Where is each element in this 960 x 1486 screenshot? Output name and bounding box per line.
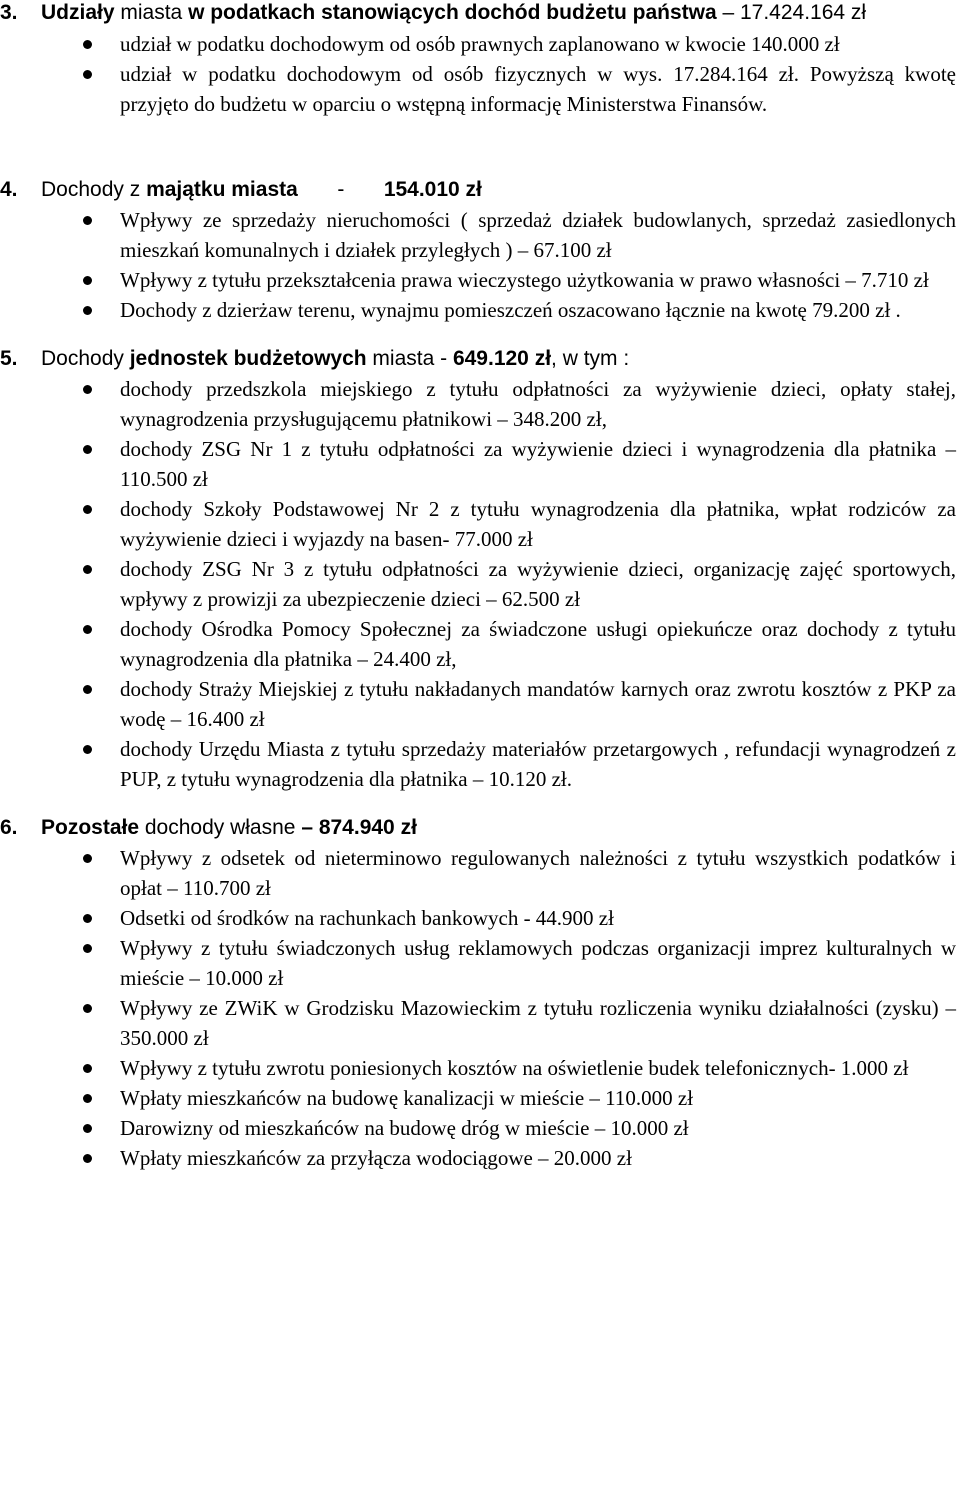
section-6-list [41, 843, 956, 1173]
section-number: 6. [0, 816, 18, 839]
list-item-text: dochody ZSG Nr 3 z tytułu odpłatności za wyżywienie dzieci, organizację zajęć sportowych, wpływy z prowizji za ubezpieczenie dzieci – 62.500 zł [120, 557, 956, 611]
bullet-icon [83, 385, 92, 394]
heading-bold: jednostek budżetowych [129, 347, 367, 370]
section-number: 4. [0, 178, 18, 201]
bullet-icon [83, 914, 92, 923]
bullet-icon [83, 1154, 92, 1163]
section-5-list [41, 374, 956, 794]
bullet-icon [83, 685, 92, 694]
section-heading [41, 175, 956, 205]
section-number: 5. [0, 347, 18, 370]
list-item [120, 674, 956, 734]
heading-amount: 649.120 zł [452, 347, 552, 370]
list-item [120, 843, 956, 903]
bullet-icon [83, 854, 92, 863]
list-item-text: Wpłaty mieszkańców na budowę kanalizacji w mieście – 110.000 zł [120, 1086, 694, 1110]
heading-text-2: miasta - [366, 347, 453, 370]
section-heading [41, 813, 956, 843]
bullet-icon [83, 944, 92, 953]
section-heading [41, 344, 956, 374]
list-item [120, 734, 956, 794]
heading-amount: – 874.940 zł [301, 816, 417, 839]
heading-bold: Udziały [41, 1, 115, 24]
section-3 [0, 0, 956, 119]
list-item [120, 614, 956, 674]
heading-bold: Pozostałe [41, 816, 140, 839]
list-item-text: Odsetki od środków na rachunkach bankowych - 44.900 zł [120, 906, 614, 930]
bullet-icon [83, 625, 92, 634]
bullet-icon [83, 1124, 92, 1133]
heading-text: miasta [114, 1, 189, 24]
list-item [120, 494, 956, 554]
heading-suffix: , w tym : [551, 347, 630, 370]
list-item-text: Wpłaty mieszkańców za przyłącza wodociągowe – 20.000 zł [120, 1146, 632, 1170]
list-item-text: dochody Szkoły Podstawowej Nr 2 z tytułu wynagrodzenia dla płatnika, wpłat rodziców za wyżywienie dzieci i wyjazdy na basen- 77.000 zł [120, 497, 956, 551]
list-item [120, 993, 956, 1053]
list-item-text: Wpływy z odsetek od nieterminowo regulowanych należności z tytułu wszystkich podatków i opłat – 110.700 zł [120, 846, 956, 900]
bullet-icon [83, 40, 92, 49]
list-item-text: dochody Straży Miejskiej z tytułu nakładanych mandatów karnych oraz zwrotu kosztów z PKP za wodę – 16.400 zł [120, 677, 956, 731]
list-item [120, 205, 956, 265]
list-item-text: dochody Urzędu Miasta z tytułu sprzedaży materiałów przetargowych , refundacji wynagrodzeń z PUP, z tytułu wynagrodzenia dla płatnika – 10.120 zł. [120, 737, 956, 791]
list-item-text: dochody przedszkola miejskiego z tytułu odpłatności za wyżywienie dzieci, opłaty stałej, wynagrodzenia przysługującemu płatnikowi – 348.200 zł, [120, 377, 956, 431]
heading-text: Dochody z [41, 178, 147, 201]
list-item [120, 1113, 956, 1143]
bullet-icon [83, 1004, 92, 1013]
list-item [120, 903, 956, 933]
list-item [120, 1083, 956, 1113]
bullet-icon [83, 505, 92, 514]
section-4-list [41, 205, 956, 325]
list-item-text: Wpływy ze sprzedaży nieruchomości ( sprzedaż działek budowlanych, sprzedaż zasiedlonych mieszkań komunalnych i działek przyległych ) – 67.100 zł [120, 208, 956, 262]
heading-amount: 154.010 zł [383, 178, 482, 201]
list-item [120, 374, 956, 434]
section-6 [0, 813, 956, 1173]
bullet-icon [83, 70, 92, 79]
heading-text: Dochody [41, 347, 130, 370]
list-item [120, 933, 956, 993]
list-item [120, 265, 956, 295]
list-item [120, 59, 956, 119]
section-4 [0, 175, 956, 325]
list-item-text: Wpływy ze ZWiK w Grodzisku Mazowieckim z tytułu rozliczenia wyniku działalności (zysku) – 350.000 zł [120, 996, 956, 1050]
list-item [120, 554, 956, 614]
list-item [120, 295, 956, 325]
list-item-text: Wpływy z tytułu zwrotu poniesionych kosztów na oświetlenie budek telefonicznych- 1.000 zł [120, 1056, 909, 1080]
list-item [120, 1143, 956, 1173]
list-item-text: udział w podatku dochodowym od osób prawnych zaplanowano w kwocie 140.000 zł [120, 32, 840, 56]
bullet-icon [83, 1094, 92, 1103]
section-3-list [41, 29, 956, 119]
bullet-icon [83, 565, 92, 574]
bullet-icon [83, 745, 92, 754]
heading-text: dochody własne [139, 816, 302, 839]
section-heading [41, 0, 956, 29]
bullet-icon [83, 1064, 92, 1073]
heading-amount: – 17.424.164 zł [716, 1, 867, 24]
bullet-icon [83, 216, 92, 225]
heading-bold-2: w podatkach stanowiących dochód budżetu państwa [188, 1, 717, 24]
list-item-text: dochody ZSG Nr 1 z tytułu odpłatności za wyżywienie dzieci i wynagrodzenia dla płatnika – 110.500 zł [120, 437, 956, 491]
list-item-text: dochody Ośrodka Pomocy Społecznej za świadczone usługi opiekuńcze oraz dochody z tytułu wynagrodzenia dla płatnika – 24.400 zł, [120, 617, 956, 671]
bullet-icon [83, 276, 92, 285]
bullet-icon [83, 306, 92, 315]
heading-dash: - [337, 178, 345, 201]
heading-bold: majątku miasta [146, 178, 298, 201]
list-item [120, 29, 956, 59]
list-item [120, 434, 956, 494]
section-number: 3. [0, 1, 18, 24]
list-item [120, 1053, 956, 1083]
list-item-text: Darowizny od mieszkańców na budowę dróg w mieście – 10.000 zł [120, 1116, 689, 1140]
list-item-text: Dochody z dzierżaw terenu, wynajmu pomieszczeń oszacowano łącznie na kwotę 79.200 zł . [120, 298, 901, 322]
list-item-text: udział w podatku dochodowym od osób fizycznych w wys. 17.284.164 zł. Powyższą kwotę przyjęto do budżetu w oparciu o wstępną informację Ministerstwa Finansów. [120, 62, 956, 116]
list-item-text: Wpływy z tytułu przekształcenia prawa wieczystego użytkowania w prawo własności – 7.710 zł [120, 268, 929, 292]
section-5 [0, 344, 956, 794]
bullet-icon [83, 445, 92, 454]
list-item-text: Wpływy z tytułu świadczonych usług reklamowych podczas organizacji imprez kulturalnych w mieście – 10.000 zł [120, 936, 956, 990]
